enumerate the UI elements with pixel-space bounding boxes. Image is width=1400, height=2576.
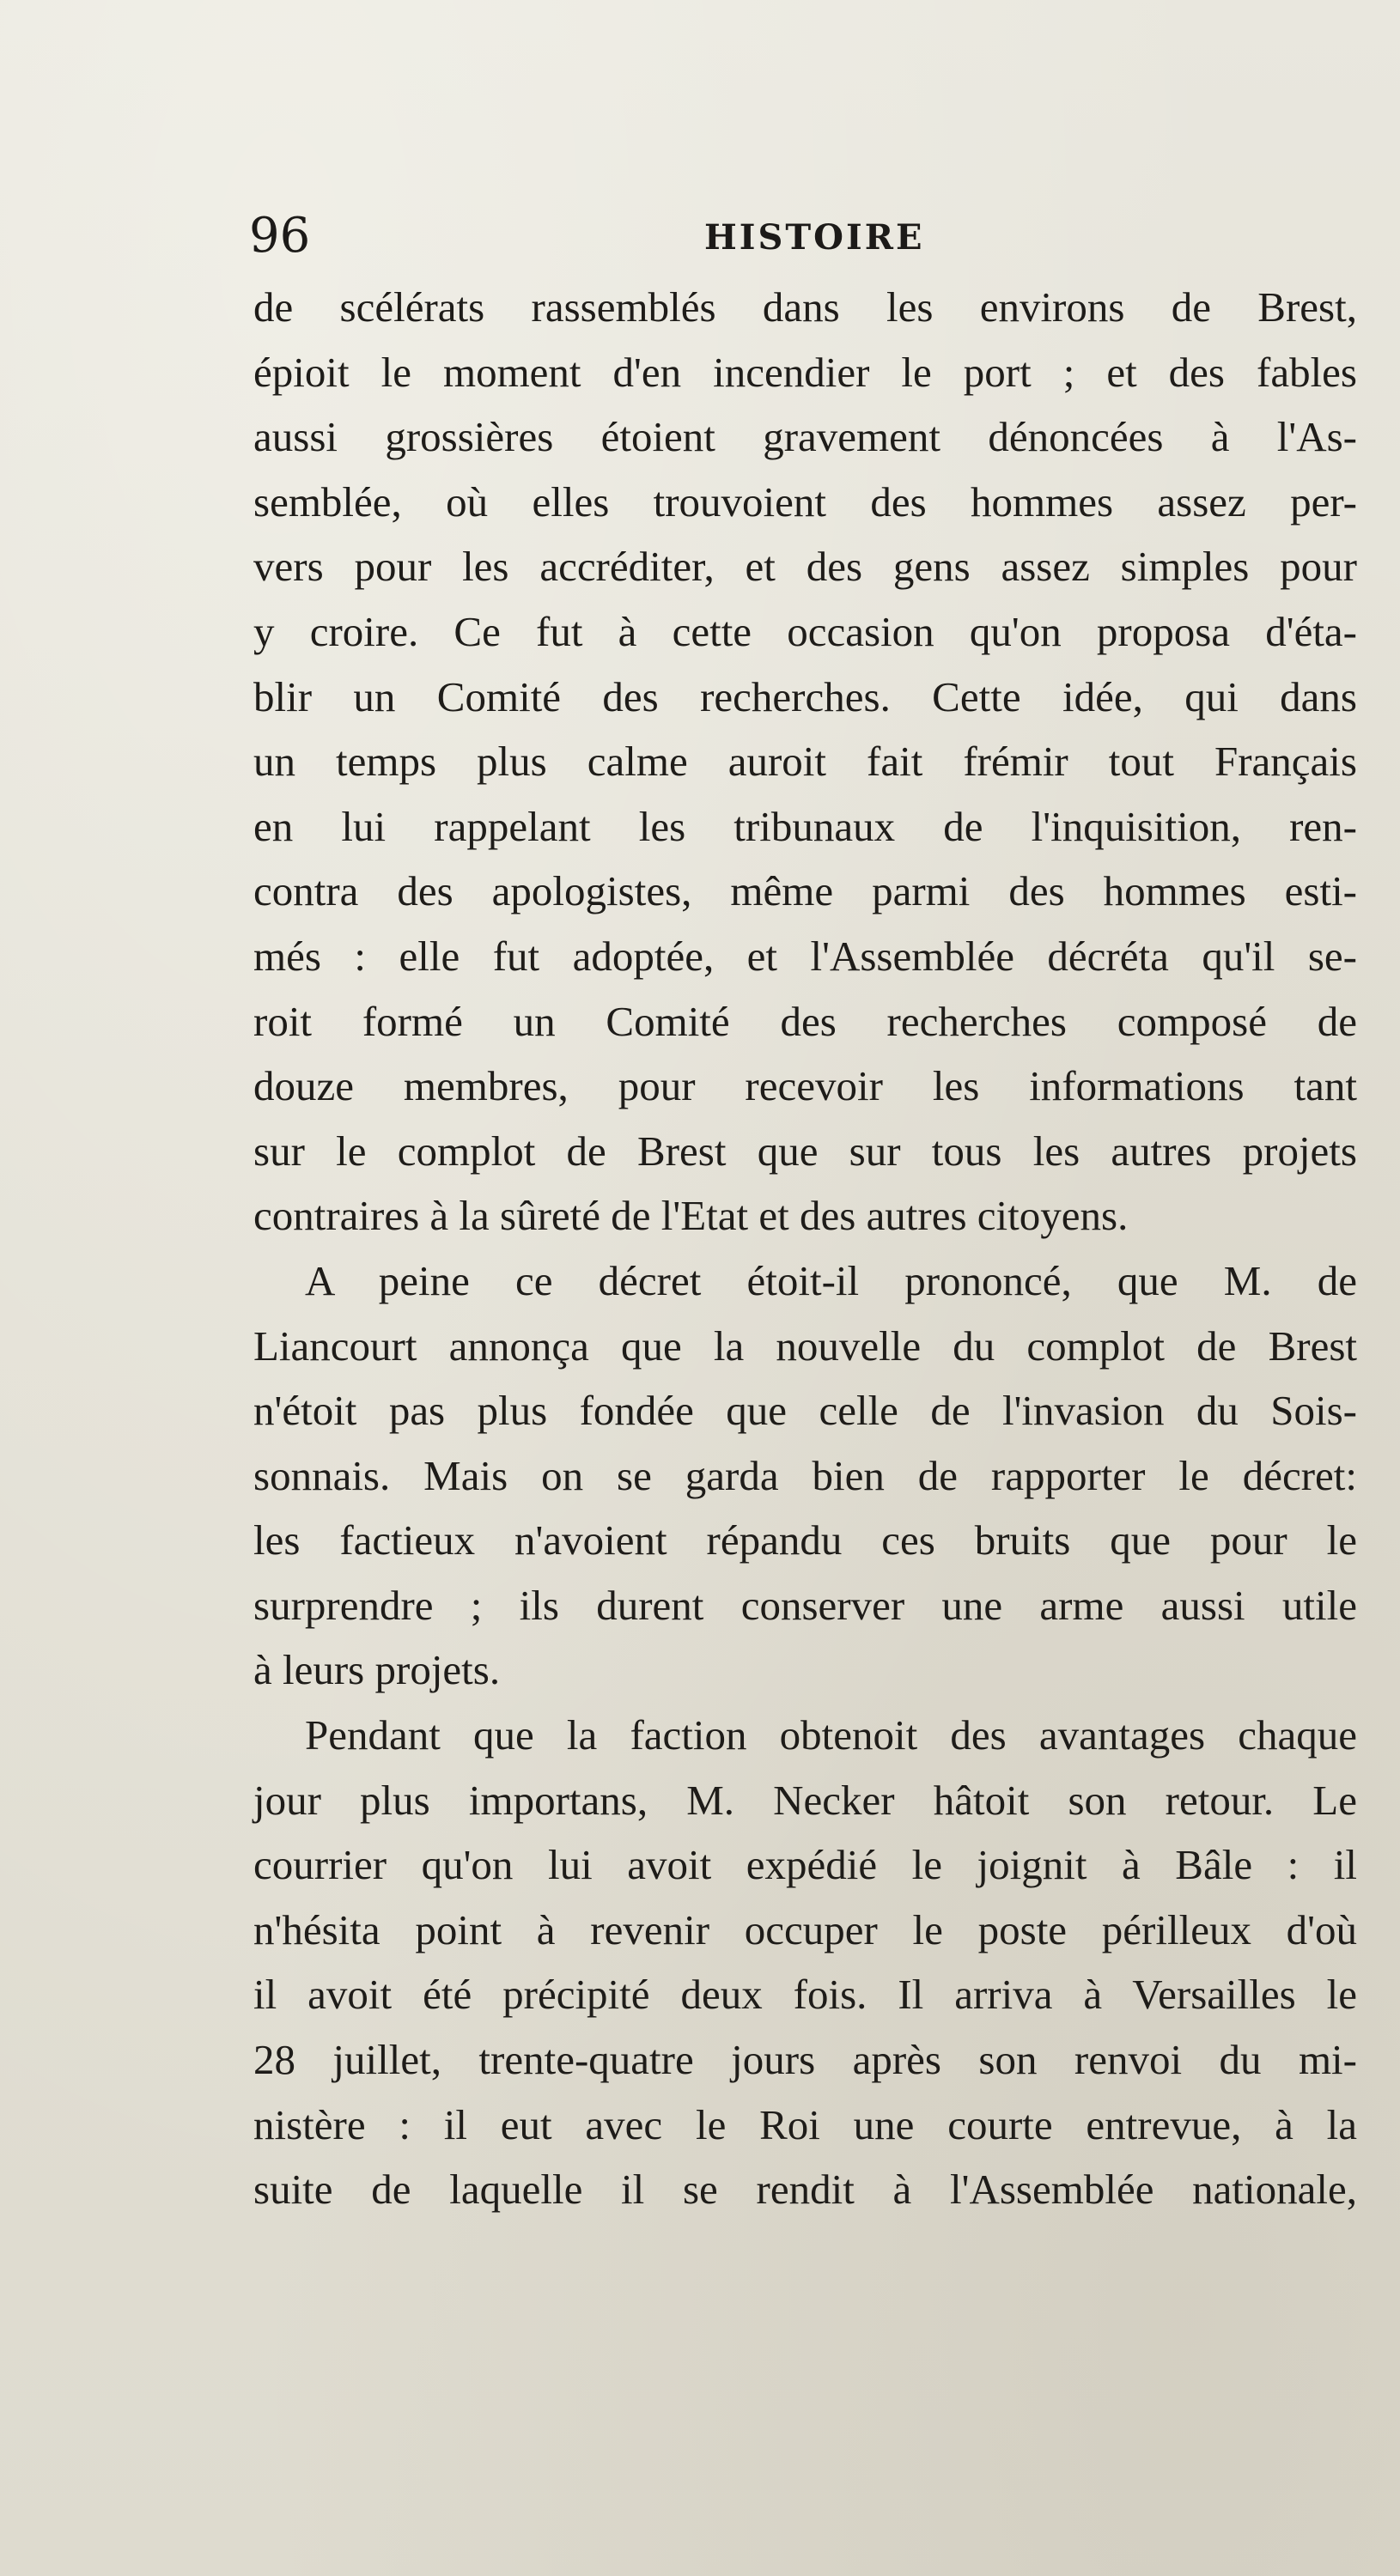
- running-head: HISTOIRE: [704, 217, 925, 258]
- text-line: à leurs projets.: [253, 1646, 501, 1694]
- text-line: il avoit été précipité deux fois. Il arriva à Versailles le: [253, 1971, 1357, 2019]
- text-line: Pendant que la faction obtenoit des avantages chaque: [305, 1711, 1357, 1759]
- text-line: sur le complot de Brest que sur tous les autres projets: [253, 1127, 1357, 1175]
- text-line: Liancourt annonça que la nouvelle du complot de Brest: [253, 1321, 1357, 1370]
- text-line: de scélérats rassemblés dans les environs de Brest,: [253, 283, 1357, 331]
- text-line: roit formé un Comité des recherches composé de: [253, 997, 1357, 1045]
- text-line: courrier qu'on lui avoit expédié le joignit à Bâle : il: [253, 1841, 1357, 1889]
- text-line: suite de laquelle il se rendit à l'Assemblée nationale,: [253, 2166, 1357, 2214]
- text-line: n'hésita point à revenir occuper le poste périlleux d'où: [253, 1905, 1357, 1953]
- text-line: blir un Comité des recherches. Cette idée, qui dans: [253, 672, 1357, 720]
- text-line: semblée, où elles trouvoient des hommes assez per-: [253, 477, 1357, 526]
- text-line: en lui rappelant les tribunaux de l'inquisition, ren-: [253, 802, 1357, 850]
- text-line: més : elle fut adoptée, et l'Assemblée décréta qu'il se-: [253, 932, 1357, 980]
- page-header: [249, 210, 1357, 262]
- text-line: un temps plus calme auroit fait frémir tout Français: [253, 738, 1357, 786]
- text-line: épioit le moment d'en incendier le port ; et des fables: [253, 348, 1357, 396]
- text-line: surprendre ; ils durent conserver une arme aussi utile: [253, 1581, 1357, 1629]
- text-line: vers pour les accréditer, et des gens assez simples pour: [253, 543, 1357, 591]
- text-line: aussi grossières étoient gravement dénoncées à l'As-: [253, 413, 1357, 461]
- text-line: sonnais. Mais on se garda bien de rapporter le décret:: [253, 1451, 1357, 1499]
- text-line: n'étoit pas plus fondée que celle de l'invasion du Sois-: [253, 1387, 1357, 1435]
- text-line: douze membres, pour recevoir les informations tant: [253, 1062, 1357, 1110]
- text-line: A peine ce décret étoit-il prononcé, que M. de: [305, 1256, 1357, 1304]
- text-line: contraires à la sûreté de l'Etat et des autres citoyens.: [253, 1192, 1129, 1240]
- page-number: 96: [249, 208, 311, 264]
- text-line: contra des apologistes, même parmi des hommes esti-: [253, 867, 1357, 915]
- text-line: nistère : il eut avec le Roi une courte entrevue, à la: [253, 2100, 1357, 2148]
- text-line: jour plus importans, M. Necker hâtoit son retour. Le: [253, 1776, 1357, 1824]
- text-line: y croire. Ce fut à cette occasion qu'on proposa d'éta-: [253, 607, 1357, 655]
- text-line: les factieux n'avoient répandu ces bruits que pour le: [253, 1516, 1357, 1564]
- body-text: [253, 275, 1357, 2222]
- text-line: 28 juillet, trente-quatre jours après son renvoi du mi-: [253, 2036, 1357, 2084]
